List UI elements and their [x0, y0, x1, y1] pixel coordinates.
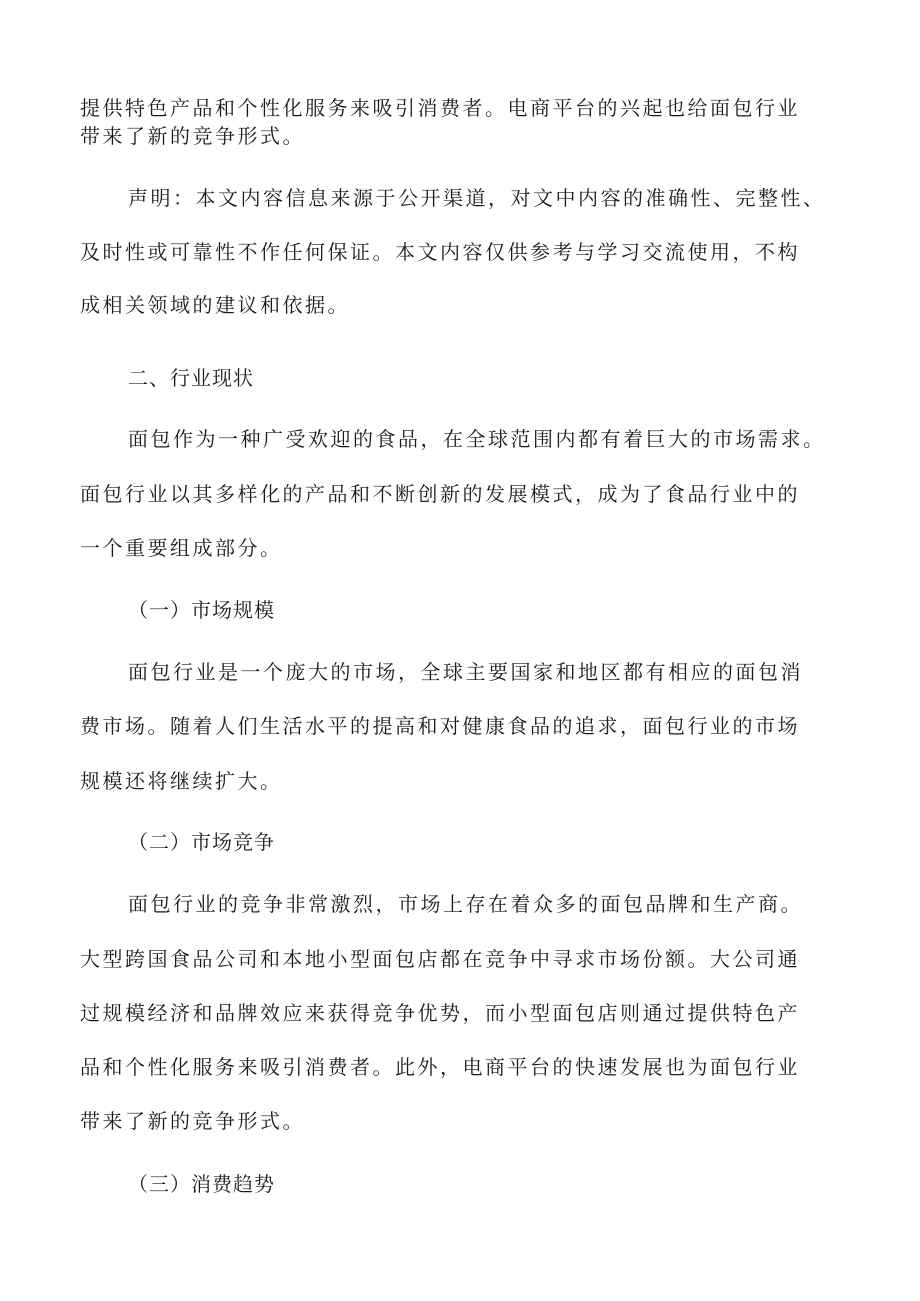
paragraph-line: 面包作为一种广受欢迎的食品，在全球范围内都有着巨大的市场需求。 [128, 427, 826, 451]
paragraph-line: 一个重要组成部分。 [80, 536, 283, 560]
subsection-heading-market-size: （一）市场规模 [128, 598, 275, 622]
subsection-heading-competition: （二）市场竞争 [128, 830, 275, 854]
paragraph-line: 带来了新的竞争形式。 [80, 1109, 305, 1133]
paragraph-line: 及时性或可靠性不作任何保证。本文内容仅供参考与学习交流使用，不构 [80, 240, 800, 264]
paragraph-line: 成相关领域的建议和依据。 [80, 293, 350, 317]
subsection-heading-consumption-trends: （三）消费趋势 [128, 1172, 275, 1196]
paragraph-line: 品和个性化服务来吸引消费者。此外，电商平台的快速发展也为面包行业 [80, 1055, 800, 1079]
paragraph-line: 大型跨国食品公司和本地小型面包店都在竞争中寻求市场份额。大公司通 [80, 947, 800, 971]
section-heading: 二、行业现状 [128, 366, 254, 390]
paragraph-line: 费市场。随着人们生活水平的提高和对健康食品的追求，面包行业的市场 [80, 714, 800, 738]
paragraph-line: 声明：本文内容信息来源于公开渠道，对文中内容的准确性、完整性、 [128, 186, 826, 210]
paragraph-line: 面包行业的竞争非常激烈，市场上存在着众多的面包品牌和生产商。 [128, 892, 803, 916]
paragraph-line: 规模还将继续扩大。 [80, 769, 283, 793]
paragraph-line: 过规模经济和品牌效应来获得竞争优势，而小型面包店则通过提供特色产 [80, 1001, 800, 1025]
paragraph-line: 提供特色产品和个性化服务来吸引消费者。电商平台的兴起也给面包行业 [80, 96, 800, 120]
paragraph-line: 面包行业是一个庞大的市场，全球主要国家和地区都有相应的面包消 [128, 660, 803, 684]
paragraph-line: 面包行业以其多样化的产品和不断创新的发展模式，成为了食品行业中的 [80, 482, 800, 506]
paragraph-line: 带来了新的竞争形式。 [80, 124, 305, 148]
